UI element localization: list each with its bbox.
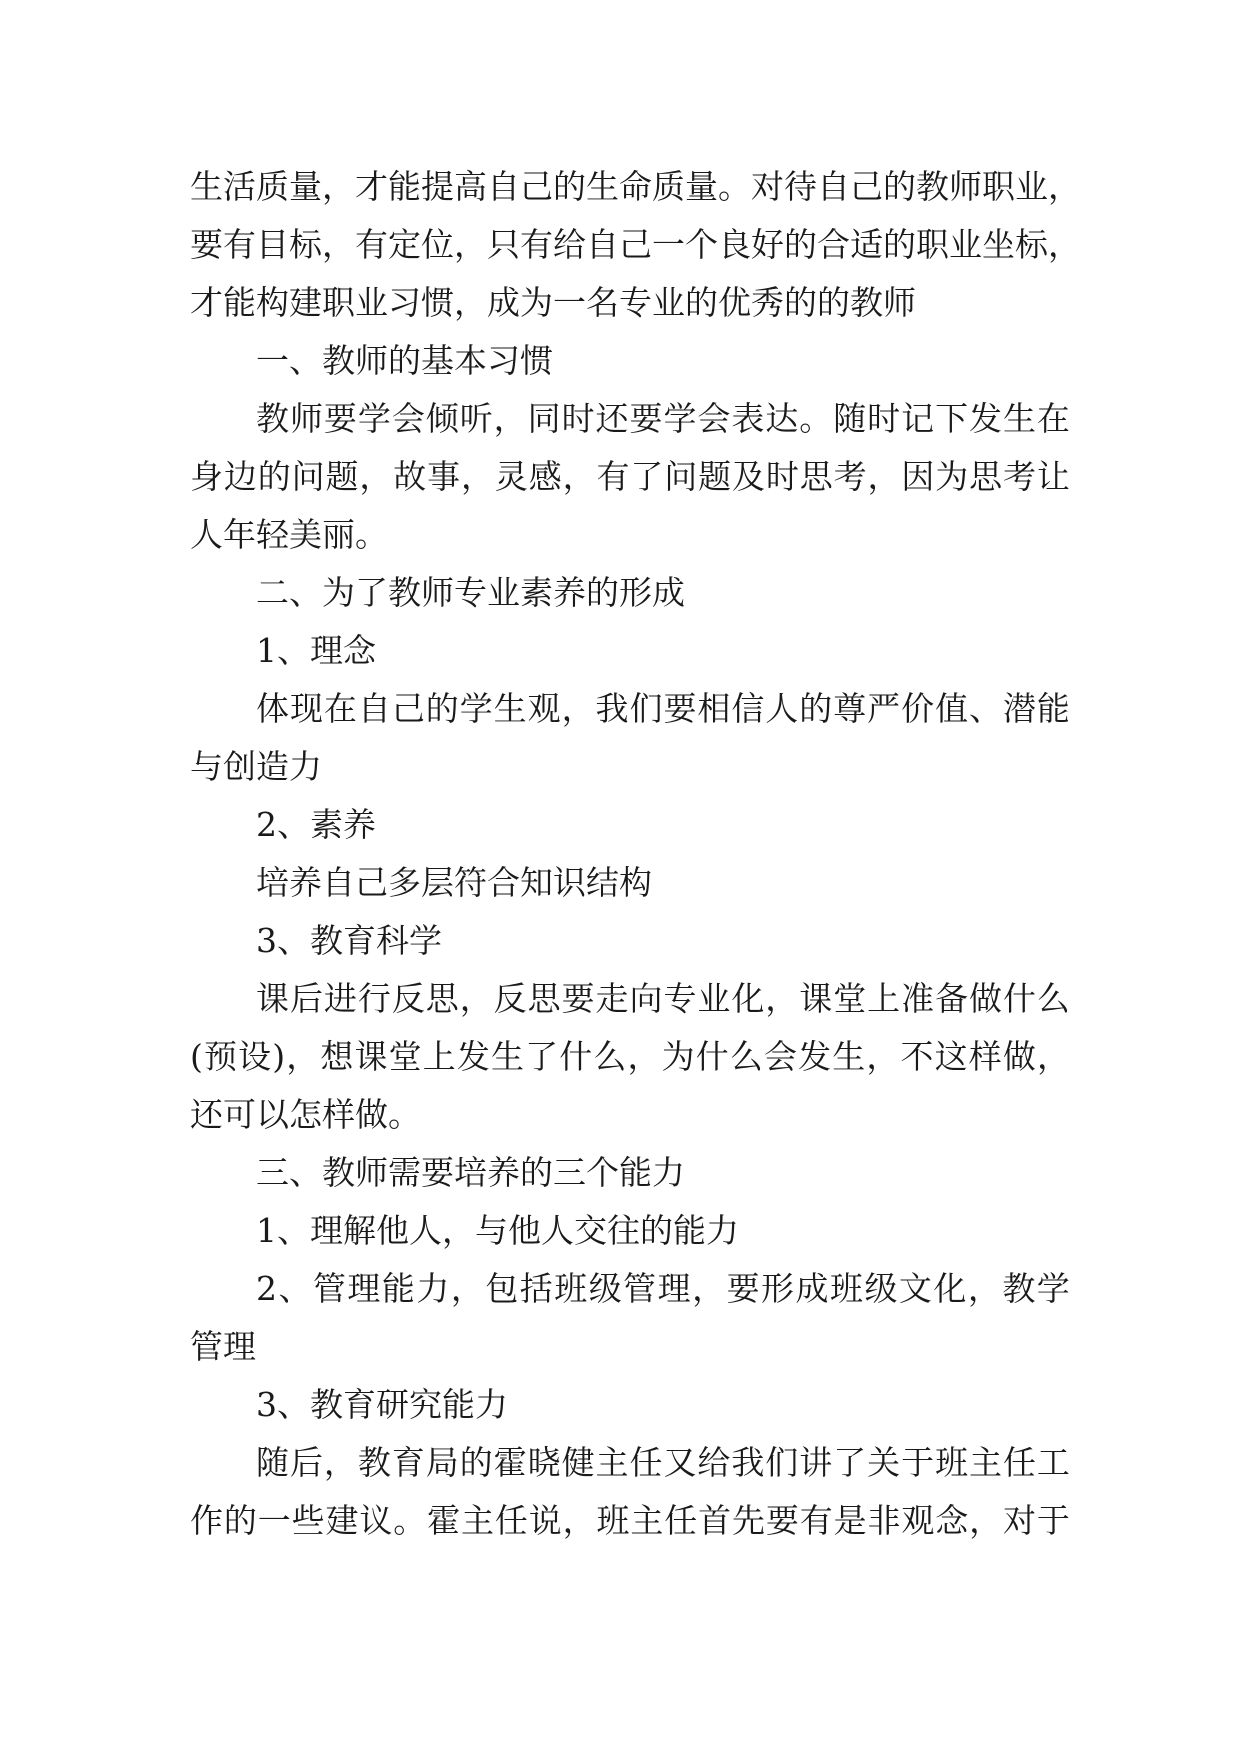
text-line: 要 有 目 标 ， 有 定 位 ， 只 有 给 自 己 一 个 良 好 的 合 适 的 职 业 坐 标 ， xyxy=(190,225,1081,264)
text-line: 教 师 要 学 会 倾 听 ， 同 时 还 要 学 会 表 达 。 随 时 记 下 发 生 在 xyxy=(256,399,1070,438)
text-line: 3、教育科学 xyxy=(256,921,442,960)
text-line: 身 边 的 问 题 ， 故 事 ， 灵 感 ， 有 了 问 题 及 时 思 考 ， 因 为 思 考 让 xyxy=(190,457,1070,496)
text-line: 2、素养 xyxy=(256,805,376,844)
text-line: ( 预 设 ) ， 想 课 堂 上 发 生 了 什 么 ， 为 什 么 会 发 生 ， 不 这 样 做 ， xyxy=(190,1037,1070,1076)
text-line: 作 的 一 些 建 议 。 霍 主 任 说 ， 班 主 任 首 先 要 有 是 非 观 念 ， 对 于 xyxy=(190,1501,1070,1540)
text-line: 培养自己多层符合知识结构 xyxy=(256,863,652,902)
text-line: 才能构建职业习惯，成为一名专业的优秀的的教师 xyxy=(190,283,916,322)
text-line: 三、教师需要培养的三个能力 xyxy=(256,1153,685,1192)
text-line: 还可以怎样做。 xyxy=(190,1095,421,1134)
text-line: 1、理念 xyxy=(256,631,376,670)
text-line: 3、教育研究能力 xyxy=(256,1385,508,1424)
text-line: 1、理解他人，与他人交往的能力 xyxy=(256,1211,739,1250)
text-line: 管理 xyxy=(190,1327,256,1366)
text-line: 二、为了教师专业素养的形成 xyxy=(256,573,685,612)
text-line: 2 、 管 理 能 力 ， 包 括 班 级 管 理 ， 要 形 成 班 级 文 化 ， 教 学 xyxy=(256,1269,1070,1308)
text-line: 生 活 质 量 ， 才 能 提 高 自 己 的 生 命 质 量 。 对 待 自 己 的 教 师 职 业 ， xyxy=(190,167,1081,206)
text-line: 课 后 进 行 反 思 ， 反 思 要 走 向 专 业 化 ， 课 堂 上 准 备 做 什 么 xyxy=(256,979,1070,1018)
text-line: 与创造力 xyxy=(190,747,322,786)
document-body xyxy=(190,158,1081,1550)
text-line: 随 后 ， 教 育 局 的 霍 晓 健 主 任 又 给 我 们 讲 了 关 于 班 主 任 工 xyxy=(256,1443,1070,1482)
text-line: 体 现 在 自 己 的 学 生 观 ， 我 们 要 相 信 人 的 尊 严 价 值 、 潜 能 xyxy=(256,689,1070,728)
text-line: 人年轻美丽。 xyxy=(190,515,388,554)
text-line: 一、教师的基本习惯 xyxy=(256,341,553,380)
